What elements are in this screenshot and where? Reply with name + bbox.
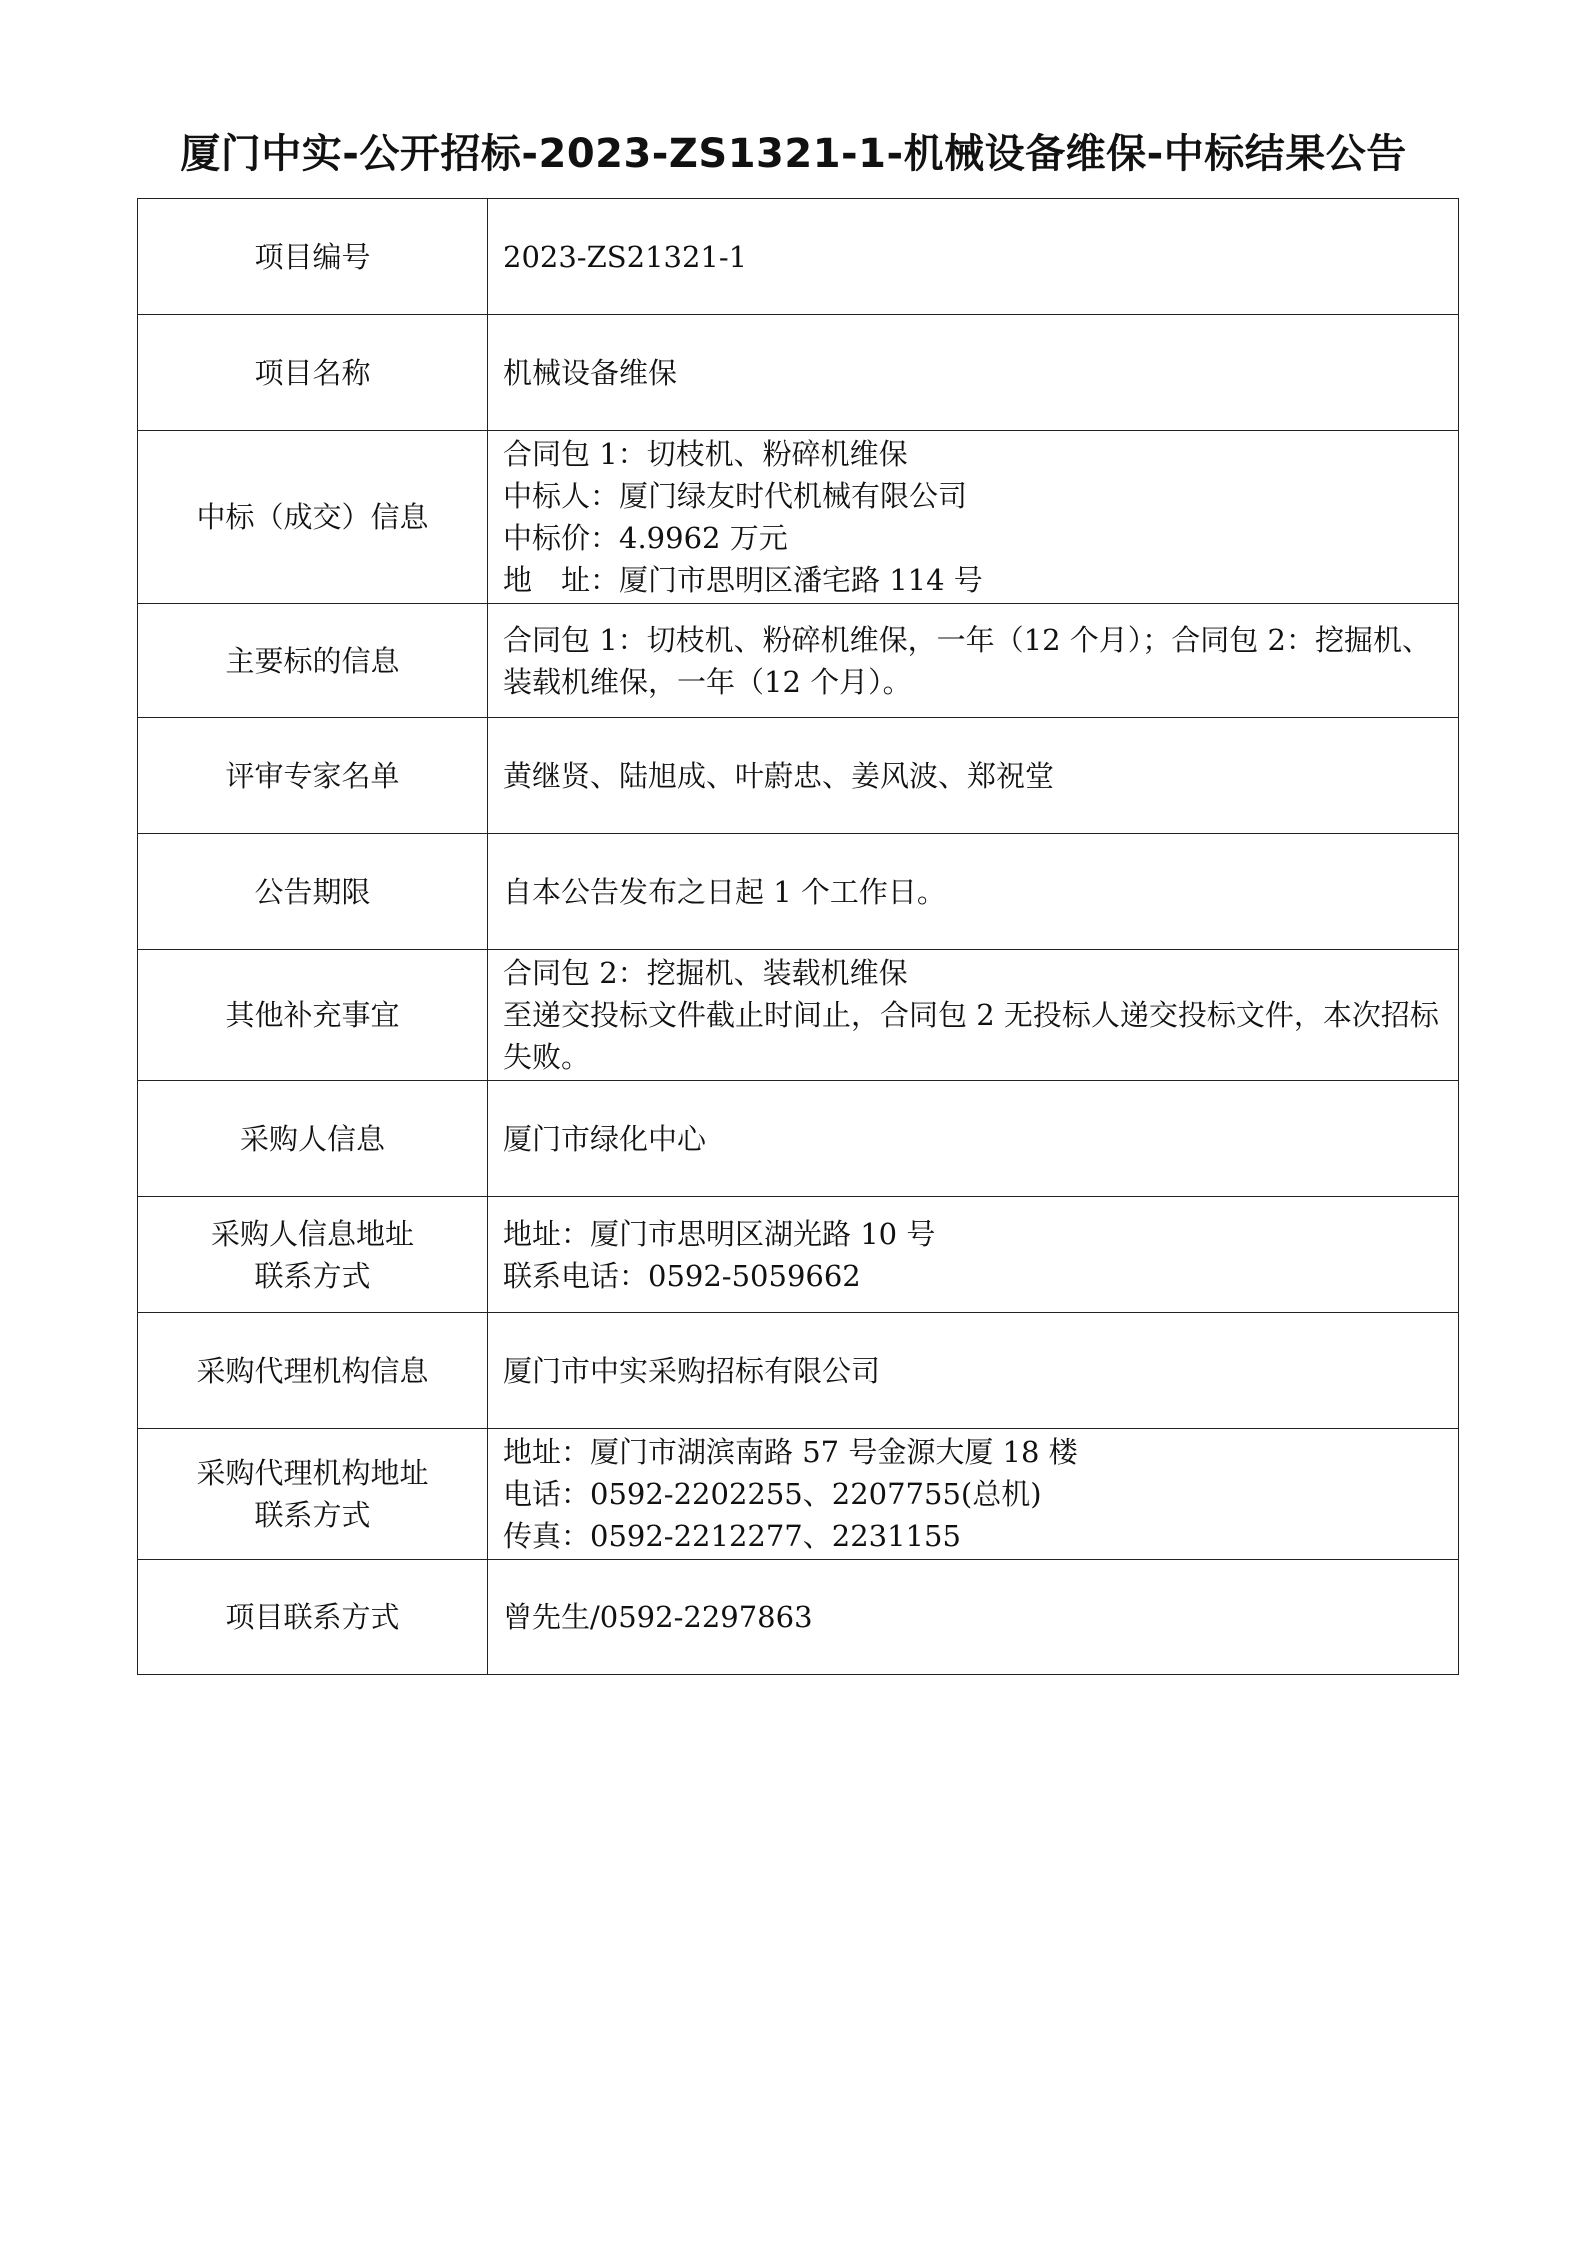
table-row [138, 604, 1459, 718]
table-row [138, 834, 1459, 950]
row-label-purchaser-contact: 采购人信息地址 联系方式 [138, 1197, 488, 1313]
row-value-project-number: 2023-ZS21321-1 [488, 199, 1459, 315]
row-value-notice-period: 自本公告发布之日起 1 个工作日。 [488, 834, 1459, 950]
row-value-project-contact: 曾先生/0592-2297863 [488, 1560, 1459, 1675]
row-value-subject-info: 合同包 1：切枝机、粉碎机维保，一年（12 个月）；合同包 2：挖掘机、装载机维保，一年（12 个月）。 [488, 604, 1459, 718]
table-row [138, 431, 1459, 604]
table-row [138, 1560, 1459, 1675]
row-value-project-name: 机械设备维保 [488, 315, 1459, 431]
row-label-notice-period: 公告期限 [138, 834, 488, 950]
row-value-agency-contact: 地址：厦门市湖滨南路 57 号金源大厦 18 楼 电话：0592-2202255、2207755(总机) 传真：0592-2212277、2231155 [488, 1429, 1459, 1560]
page-title: 厦门中实-公开招标-2023-ZS1321-1-机械设备维保-中标结果公告 [180, 131, 1407, 177]
bid-result-table [137, 198, 1459, 1675]
row-value-experts: 黄继贤、陆旭成、叶蔚忠、姜风波、郑祝堂 [488, 718, 1459, 834]
table-row [138, 1197, 1459, 1313]
row-label-award-info: 中标（成交）信息 [138, 431, 488, 604]
row-label-agency-contact: 采购代理机构地址 联系方式 [138, 1429, 488, 1560]
table-row [138, 199, 1459, 315]
row-label-subject-info: 主要标的信息 [138, 604, 488, 718]
table-row [138, 1081, 1459, 1197]
row-value-purchaser-contact: 地址：厦门市思明区湖光路 10 号 联系电话：0592-5059662 [488, 1197, 1459, 1313]
row-label-project-contact: 项目联系方式 [138, 1560, 488, 1675]
table-row [138, 315, 1459, 431]
table-row [138, 718, 1459, 834]
row-value-purchaser: 厦门市绿化中心 [488, 1081, 1459, 1197]
row-value-agency: 厦门市中实采购招标有限公司 [488, 1313, 1459, 1429]
row-value-other-matters: 合同包 2：挖掘机、装载机维保 至递交投标文件截止时间止，合同包 2 无投标人递交投标文件，本次招标失败。 [488, 950, 1459, 1081]
table-row [138, 1429, 1459, 1560]
row-label-purchaser: 采购人信息 [138, 1081, 488, 1197]
row-label-project-name: 项目名称 [138, 315, 488, 431]
row-label-project-number: 项目编号 [138, 199, 488, 315]
row-label-other-matters: 其他补充事宜 [138, 950, 488, 1081]
row-label-experts: 评审专家名单 [138, 718, 488, 834]
table-row [138, 1313, 1459, 1429]
table-row [138, 950, 1459, 1081]
row-value-award-info: 合同包 1：切枝机、粉碎机维保 中标人：厦门绿友时代机械有限公司 中标价：4.9962 万元 地 址：厦门市思明区潘宅路 114 号 [488, 431, 1459, 604]
row-label-agency: 采购代理机构信息 [138, 1313, 488, 1429]
